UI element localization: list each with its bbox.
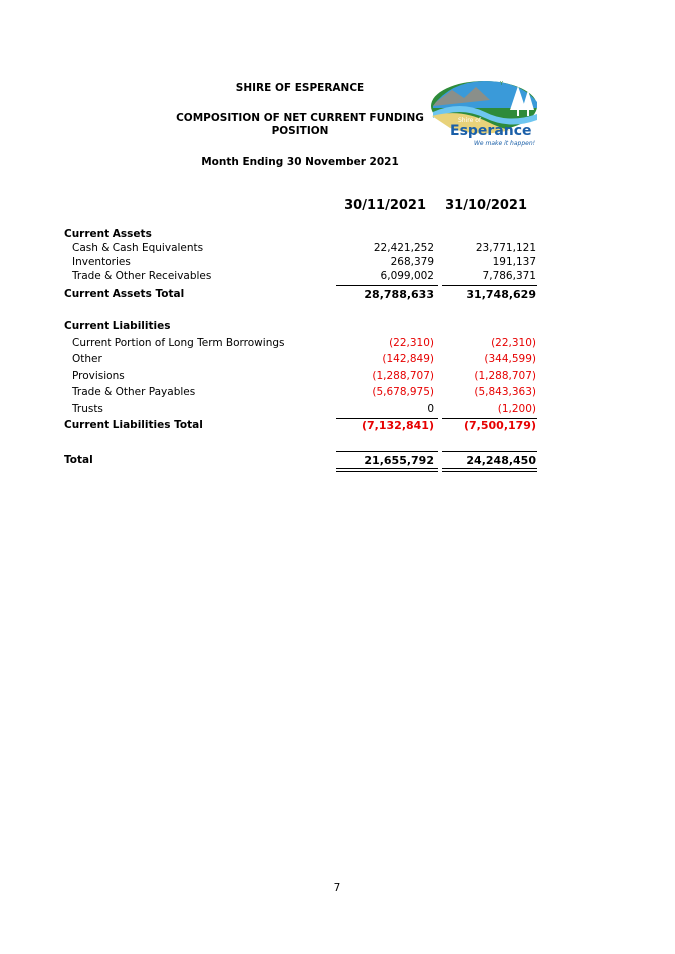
row-value-oct: (344,599) (484, 353, 536, 365)
row-value-nov: 0 (427, 403, 434, 415)
row-value-oct: 191,137 (492, 256, 536, 268)
grand-total-row (0, 453, 675, 468)
row-value-nov: 6,099,002 (380, 270, 434, 282)
row-value-nov: 21,655,792 (364, 454, 434, 467)
total-rule-oct (442, 451, 537, 452)
column-header-oct: 31/10/2021 (445, 198, 527, 213)
row-value-nov: 268,379 (390, 256, 434, 268)
row-value-oct: (22,310) (491, 337, 536, 349)
row-label: Current Portion of Long Term Borrowings (72, 337, 285, 349)
section-heading-current-liabilities (0, 319, 675, 334)
row-value-oct: (1,288,707) (474, 370, 536, 382)
logo-text-top: Shire of (458, 117, 481, 124)
row-label: Total (64, 454, 93, 466)
row-value-oct: (5,843,363) (474, 386, 536, 398)
table-row (0, 385, 675, 400)
table-row (0, 255, 675, 270)
table-row (0, 369, 675, 384)
double-rule-nov-1 (336, 468, 438, 469)
row-value-oct: (1,200) (497, 403, 536, 415)
subtotal-rule-oct (442, 285, 537, 286)
section-heading-current-assets (0, 227, 675, 242)
row-label: Current Assets Total (64, 288, 185, 300)
row-label: Trusts (72, 403, 103, 415)
row-value-nov: (22,310) (389, 337, 434, 349)
subtotal-rule-nov (336, 285, 438, 286)
org-name: SHIRE OF ESPERANCE (235, 82, 365, 94)
current-assets-total-row (0, 287, 675, 302)
row-label: Current Liabilities Total (64, 419, 203, 431)
current-liabilities-total-row (0, 418, 675, 433)
row-label: Provisions (72, 370, 125, 382)
logo-mark: Y (500, 81, 504, 87)
row-label: Trade & Other Receivables (72, 270, 212, 282)
row-label: Trade & Other Payables (72, 386, 196, 398)
total-rule-nov (336, 451, 438, 452)
row-value-oct: (7,500,179) (464, 419, 536, 432)
row-value-oct: 31,748,629 (466, 288, 536, 301)
column-header-nov: 30/11/2021 (344, 198, 426, 213)
row-value-nov: (142,849) (382, 353, 434, 365)
double-rule-oct-1 (442, 468, 537, 469)
table-row (0, 352, 675, 367)
table-row (0, 269, 675, 284)
table-row (0, 402, 675, 417)
page-number: 7 (333, 882, 341, 894)
double-rule-nov-2 (336, 471, 438, 472)
logo-text-main: Esperance (450, 123, 532, 139)
row-label: Inventories (72, 256, 131, 268)
report-title: COMPOSITION OF NET CURRENT FUNDING POSITION (176, 112, 424, 137)
double-rule-oct-2 (442, 471, 537, 472)
row-label: Other (72, 353, 102, 365)
row-value-nov: 28,788,633 (364, 288, 434, 301)
shire-of-esperance-logo (430, 78, 542, 148)
table-row (0, 336, 675, 351)
row-value-oct: 7,786,371 (482, 270, 536, 282)
row-value-nov: (1,288,707) (372, 370, 434, 382)
row-label: Cash & Cash Equivalents (72, 242, 204, 254)
row-value-nov: (5,678,975) (372, 386, 434, 398)
row-value-nov: 22,421,252 (373, 242, 434, 254)
section-label: Current Liabilities (64, 320, 171, 332)
section-label: Current Assets (64, 228, 152, 240)
row-value-oct: 24,248,450 (466, 454, 536, 467)
logo-tagline: We make it happen! (474, 140, 536, 147)
table-row (0, 241, 675, 256)
row-value-nov: (7,132,841) (362, 419, 434, 432)
report-period: Month Ending 30 November 2021 (201, 156, 399, 168)
row-value-oct: 23,771,121 (475, 242, 536, 254)
